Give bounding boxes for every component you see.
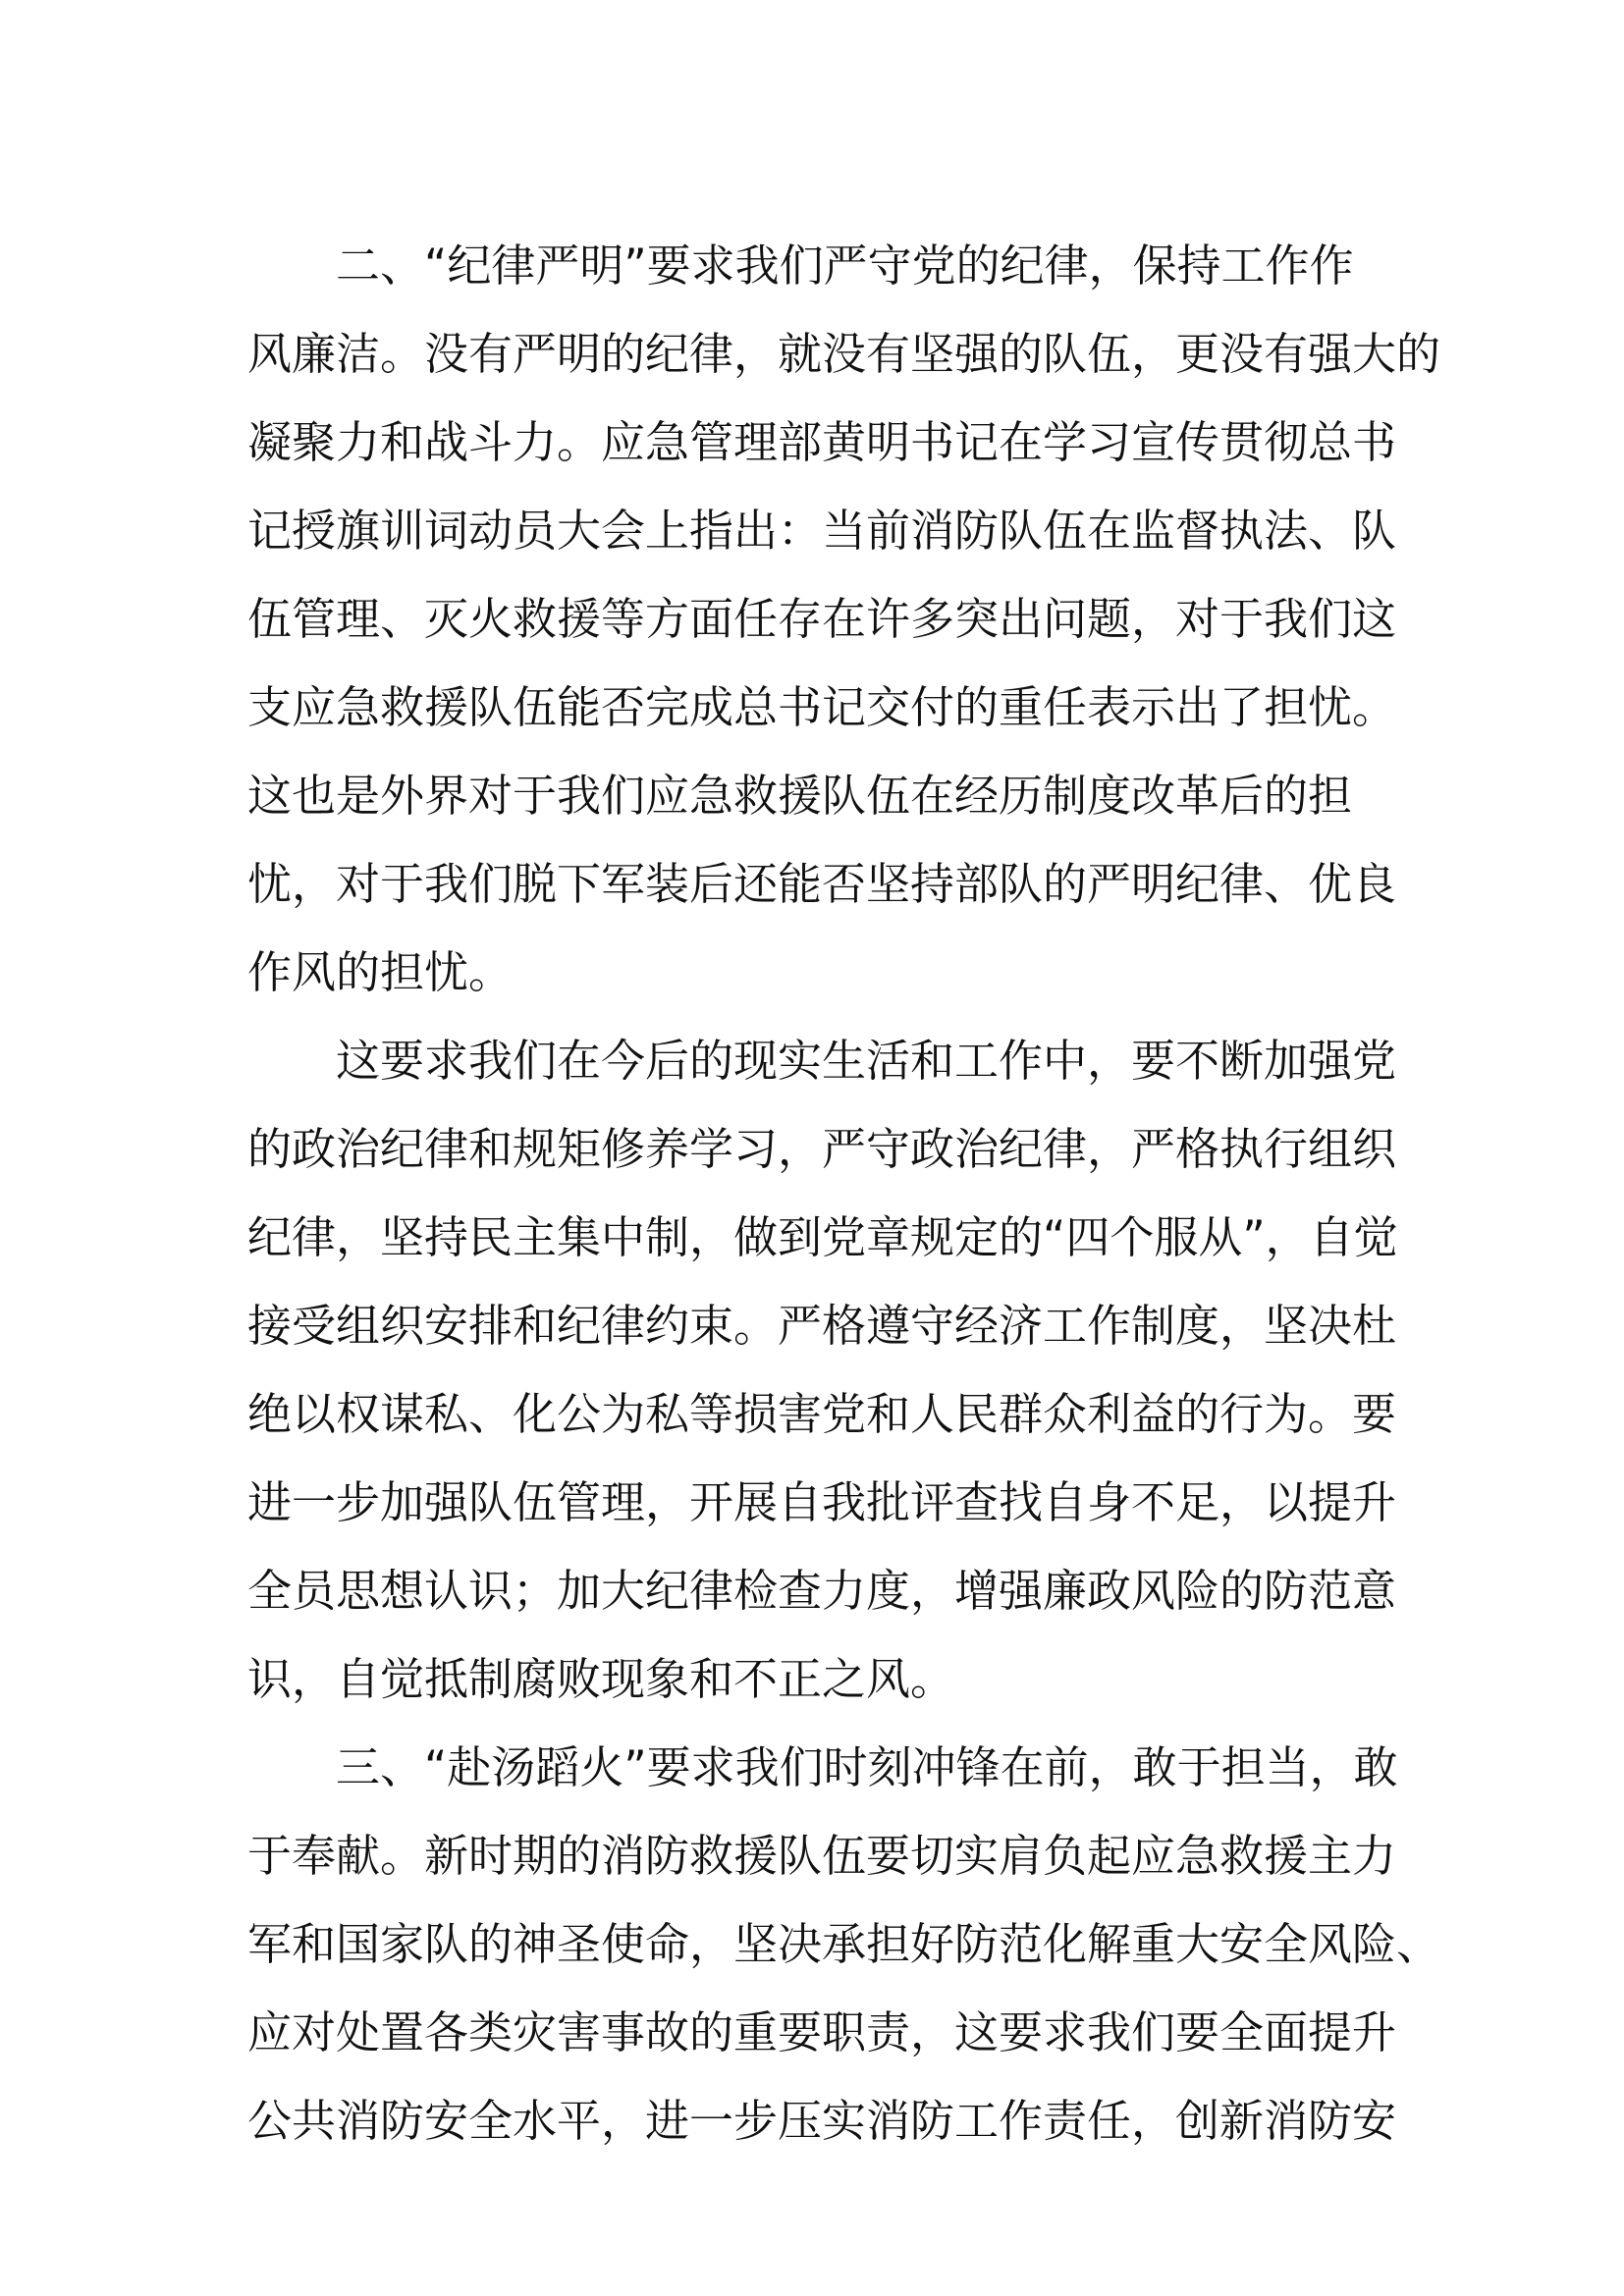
paragraph-2-line-7: 全员思想认识；加大纪律检查力度，增强廉政风险的防范意: [247, 1565, 1397, 1617]
paragraph-2-line-3: 纪律，坚持民主集中制，做到党章规定的“四个服从”，自觉: [247, 1211, 1398, 1263]
paragraph-1-line-5: 伍管理、灭火救援等方面任存在许多突出问题，对于我们这: [247, 593, 1397, 645]
paragraph-1-line-4: 记授旗训词动员大会上指出：当前消防队伍在监督执法、队: [247, 505, 1397, 557]
paragraph-2-line-6: 进一步加强队伍管理，开展自我批评查找自身不足，以提升: [247, 1476, 1397, 1528]
paragraph-3-line-2: 于奉献。新时期的消防救援队伍要切实肩负起应急救援主力: [247, 1830, 1397, 1882]
paragraph-1-line-2: 风廉洁。没有严明的纪律，就没有坚强的队伍，更没有强大的: [247, 328, 1441, 380]
paragraph-1-line-6: 支应急救援队伍能否完成总书记交付的重任表示出了担忧。: [247, 681, 1397, 733]
paragraph-1-line-1: 二、“纪律严明”要求我们严守党的纪律，保持工作作: [336, 240, 1354, 292]
paragraph-2-line-2: 的政治纪律和规矩修养学习，严守政治纪律，严格执行组织: [247, 1123, 1397, 1175]
paragraph-1-line-8: 忧，对于我们脱下军装后还能否坚持部队的严明纪律、优良: [247, 858, 1397, 910]
paragraph-1-line-7: 这也是外界对于我们应急救援队伍在经历制度改革后的担: [247, 770, 1353, 822]
paragraph-1-line-3: 凝聚力和战斗力。应急管理部黄明书记在学习宣传贯彻总书: [247, 416, 1397, 468]
paragraph-3-line-4: 应对处置各类灾害事故的重要职责，这要求我们要全面提升: [247, 2006, 1397, 2058]
paragraph-3-line-5: 公共消防安全水平，进一步压实消防工作责任，创新消防安: [247, 2095, 1397, 2147]
paragraph-2-line-1: 这要求我们在今后的现实生活和工作中，要不断加强党: [336, 1035, 1397, 1087]
paragraph-2-line-8: 识，自觉抵制腐败现象和不正之风。: [247, 1653, 955, 1705]
paragraph-3-line-3: 军和国家队的神圣使命，坚决承担好防范化解重大安全风险、: [247, 1918, 1441, 1970]
body-text: [247, 222, 1441, 2165]
paragraph-3-line-1: 三、“赴汤蹈火”要求我们时刻冲锋在前，敢于担当，敢: [336, 1741, 1398, 1793]
paragraph-2-line-5: 绝以权谋私、化公为私等损害党和人民群众利益的行为。要: [247, 1388, 1397, 1440]
paragraph-1-line-9: 作风的担忧。: [247, 946, 514, 998]
paragraph-2-line-4: 接受组织安排和纪律约束。严格遵守经济工作制度，坚决杜: [247, 1300, 1397, 1352]
